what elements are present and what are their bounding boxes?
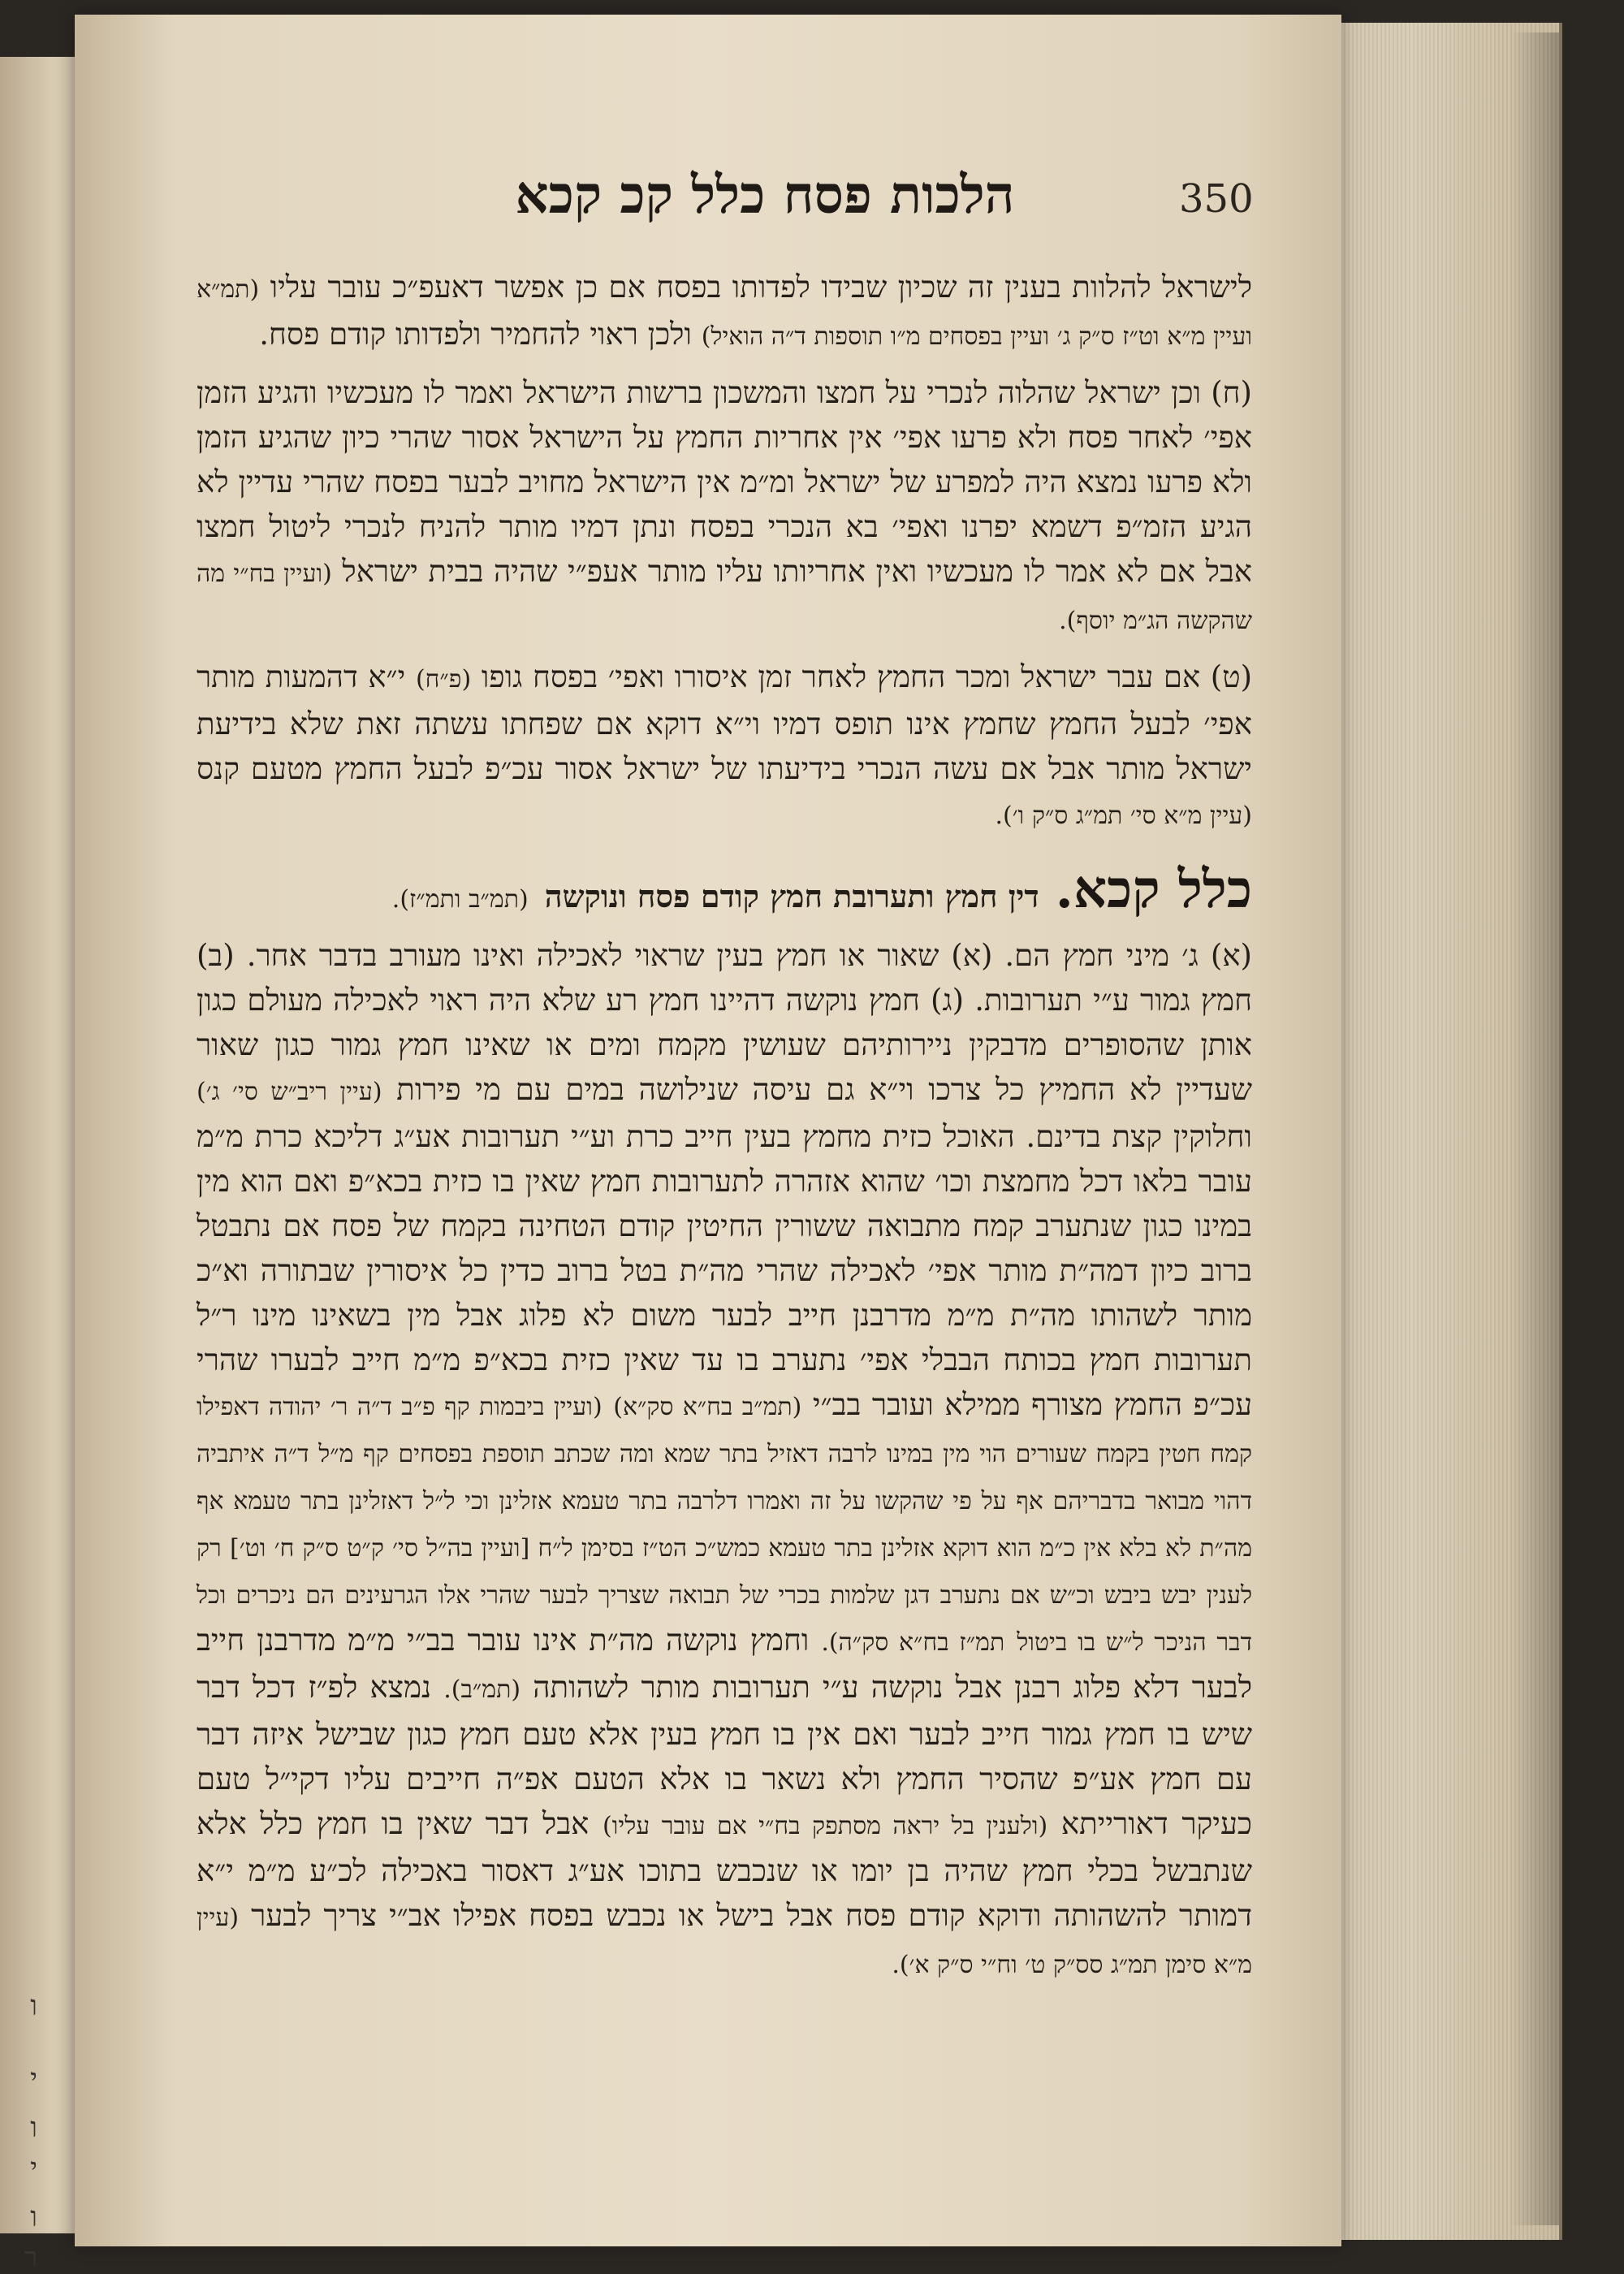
paragraph-tet-cite-1: (פ״ח) [415, 665, 472, 694]
section-subtitle: דין חמץ ותערובת חמץ קודם פסח ונוקשה [544, 878, 1039, 914]
paragraph-ches [197, 370, 1252, 643]
body-text [197, 265, 1252, 1987]
paragraph-alef [197, 933, 1252, 1987]
left-page-fragment: ו [30, 2201, 37, 2233]
section-title: כלל קכא. [1055, 859, 1252, 920]
top-block [197, 265, 1252, 359]
left-page-fragment: ו [30, 2112, 37, 2144]
top-line-1: לישראל להלוות בענין זה שכיון שבידו לפדותו בפסח אם כן אפשר דאעפ״כ עובר עליו [270, 270, 1253, 305]
paragraph-alef-cite-4: (תמ״ב). [443, 1675, 521, 1704]
top-line-2: ולכן ראוי להחמיר [490, 317, 692, 352]
top-line-2-cite: (תמ״א ועיין מ״א וט״ז ס״ק ג׳ ועיין בפסחים מ״ו תוספות ד״ה הואיל) [197, 275, 1252, 351]
paragraph-ches-text: (ח) וכן ישראל שהלוה לנכרי על חמצו והמשכון ברשות הישראל ואמר לו מעכשיו והגיע הזמן אפי׳ לאחר פסח ולא פרעו אפי׳ אין אחריות החמץ על הישראל אסור שהרי כיון שהגיע הזמן ולא פרעו נמצא היה למפרע של ישראל ומ״מ אין הישראל מחויב לבער בפסח שהרי עדיין לא הגיע הזמ״פ דשמא יפרנו ואפי׳ בא הנכרי בפסח ונתן דמיו מותר להניח לנכרי ליטול חמצו אבל אם לא אמר לו מעכשיו ואין אחריותו עליו מותר אעפ״י שהיה בבית ישראל [197, 375, 1253, 589]
paragraph-alef-cite-1: (עיין ריב״ש סי׳ ג׳) [197, 1078, 382, 1106]
paragraph-alef-cite-5: (ולענין בל יראה מסתפק בח״י אם עובר עליו) [603, 1812, 1048, 1840]
paragraph-alef-text: (א) ג׳ מיני חמץ הם. (א) שאור או חמץ בעין שראוי לאכילה ואינו מעורב בדבר אחר. (ב) חמץ גמור ע״י תערובות. (ג) חמץ נוקשה דהיינו חמץ רע שלא היה ראוי לאכילה מעולם כגון אותן שהסופרים מדבקין ניירותיהם שעושין מקמח ומים או שאינו חמץ גמור כגון שאור שעדיין לא החמיץ כל צרכו וי״א גם עיסה שנילושה במים עם מי פירות [197, 938, 1252, 1107]
page-stack-shadow [1510, 32, 1559, 2225]
main-page [75, 15, 1341, 2246]
paragraph-alef-cite-3: תמ״ז בח״א סק״ה). [821, 1628, 1005, 1657]
page-number: 350 [1179, 176, 1254, 222]
paragraph-alef-text-5: אבל דבר שאין בו חמץ כלל אלא שנתבשל בכלי חמץ שהיה בן יומו או שנכבש בתוכו אע״ג דאסור באכילה לכ״ע מ״מ י״א דמותר להשהותה ודוקא קודם פסח אבל בישל או נכבש בפסח אפילו אב״י צריך לבער [197, 1806, 1252, 1933]
left-page-fragment: י [30, 2152, 37, 2185]
paragraph-tet [197, 655, 1252, 838]
paragraph-alef-cite-6: (עיין מ״א סימן תמ״ג סס״ק ט׳ וח״י ס״ק א׳). [197, 1904, 1252, 1979]
left-page-fragment: ר [24, 2242, 37, 2274]
section-heading [197, 859, 1252, 920]
left-page-fragment: ו [30, 1990, 37, 2022]
section-subtitle-ref: (תמ״ב ותמ״ז). [391, 885, 529, 914]
paragraph-tet-text-2: י״א דהמעות מותר אפי׳ לבעל החמץ שחמץ אינו תופס דמיו וי״א דוקא אם שפחתו עשתה זאת שלא בידיעת ישראל מותר אבל אם עשה הנכרי בידיעתו של ישראל אסור עכ״פ לבעל החמץ מטעם קנס [197, 659, 1252, 786]
paragraph-tet-text: (ט) אם עבר ישראל ומכר החמץ לאחר זמן איסורו ואפי׳ בפסח גופו [481, 659, 1253, 694]
paragraph-alef-text-2: וחלוקין קצת בדינם. האוכל כזית מחמץ בעין חייב כרת וע״י תערובות אע״ג דליכא כרת מ״מ עובר בלאו דכל מחמצת וכו׳ שהוא אזהרה לתערובות חמץ שאין בו כזית בכא״פ ואם הוא מין במינו כגון שנתערב קמח מתבואה ששורין החיטין קודם הטחינה בקמח של פסח אם נתבטל ברוב כיון דמה״ת מותר אפי׳ לאכילה שהרי מה״ת בטל ברוב כדין כל איסורין שבתורה וא״כ מותר לשהותו מה״ת מ״מ מדרבנן חייב לבער משום לא פלוג אבל מין בשאינו מינו ר״ל תערובות חמץ בכותח הבבלי אפי׳ נתערב בו עד שאין כזית בכא״פ מ״מ חייב לבערו שהרי עכ״פ החמץ מצורף ממילא ועובר בב״י [197, 1119, 1253, 1422]
paragraph-alef-cite-2: (תמ״ב בח״א סק״א) [613, 1393, 802, 1421]
left-page-fragment: י [30, 2063, 37, 2095]
paragraph-alef-text-4: נמצא לפ״ז דכל דבר שיש בו חמץ גמור חייב לבער ואם אין בו חמץ בעין אלא טעם חמץ כגון שבישל איזה דבר עם חמץ אע״פ שהסיר החמץ ולא נשאר בו אלא הטעם אפ״ה חייבים עליו דקי״ל טעם כעיקר דאורייתא [197, 1670, 1253, 1841]
paragraph-alef-small-notes: (ועיין ביבמות קף פ״ב ד״ה ר׳ יהודה דאפילו קמח חטין בקמח שעורים הוי מין במינו לרבה דאזיל בתר שמא ומה שכתב תוספת בפסחים קף מ״ל ד״ה איתביה דהוי מבואר בדבריהם אף על פי שהקשו על זה ואמרו דלרבה בתר טעמא אזלינן וכי ל״ל דאזלינן בתר טעמא אף מה״ת לא בלא אין כ״מ הוא דוקא אזלינן בתר טעמא כמש״כ הט״ז בסימן ל״ח [ועיין בה״ל סי׳ ק״ט ס״ק ח׳ וט׳] רק לענין יבש ביבש וכ״ש אם נתערב דגן שלמות בכרי של תבואה שצריך לבער שהרי אלו הגרעינים הם ניכרים וכל דבר הניכר ל״ש בו ביטול [197, 1393, 1253, 1657]
paragraph-ches-cite: (ועיין בח״י מה שהקשה הג״מ יוסף). [197, 560, 1252, 635]
running-head: הלכות פסח כלל קכ קכא [515, 165, 1015, 226]
top-line-3: ולפדותו קודם פסח. [259, 317, 482, 352]
page-header [197, 157, 1252, 246]
paragraph-tet-cite-2: (עיין מ״א סי׳ תמ״ג ס״ק ו׳). [995, 802, 1252, 830]
paragraph-alef-text-3: וחמץ נוקשה מה״ת אינו עובר בב״י מ״מ מדרבנן חייב לבער דלא פלוג רבנן אבל נוקשה ע״י תערובות מותר לשהותה [197, 1623, 1253, 1705]
